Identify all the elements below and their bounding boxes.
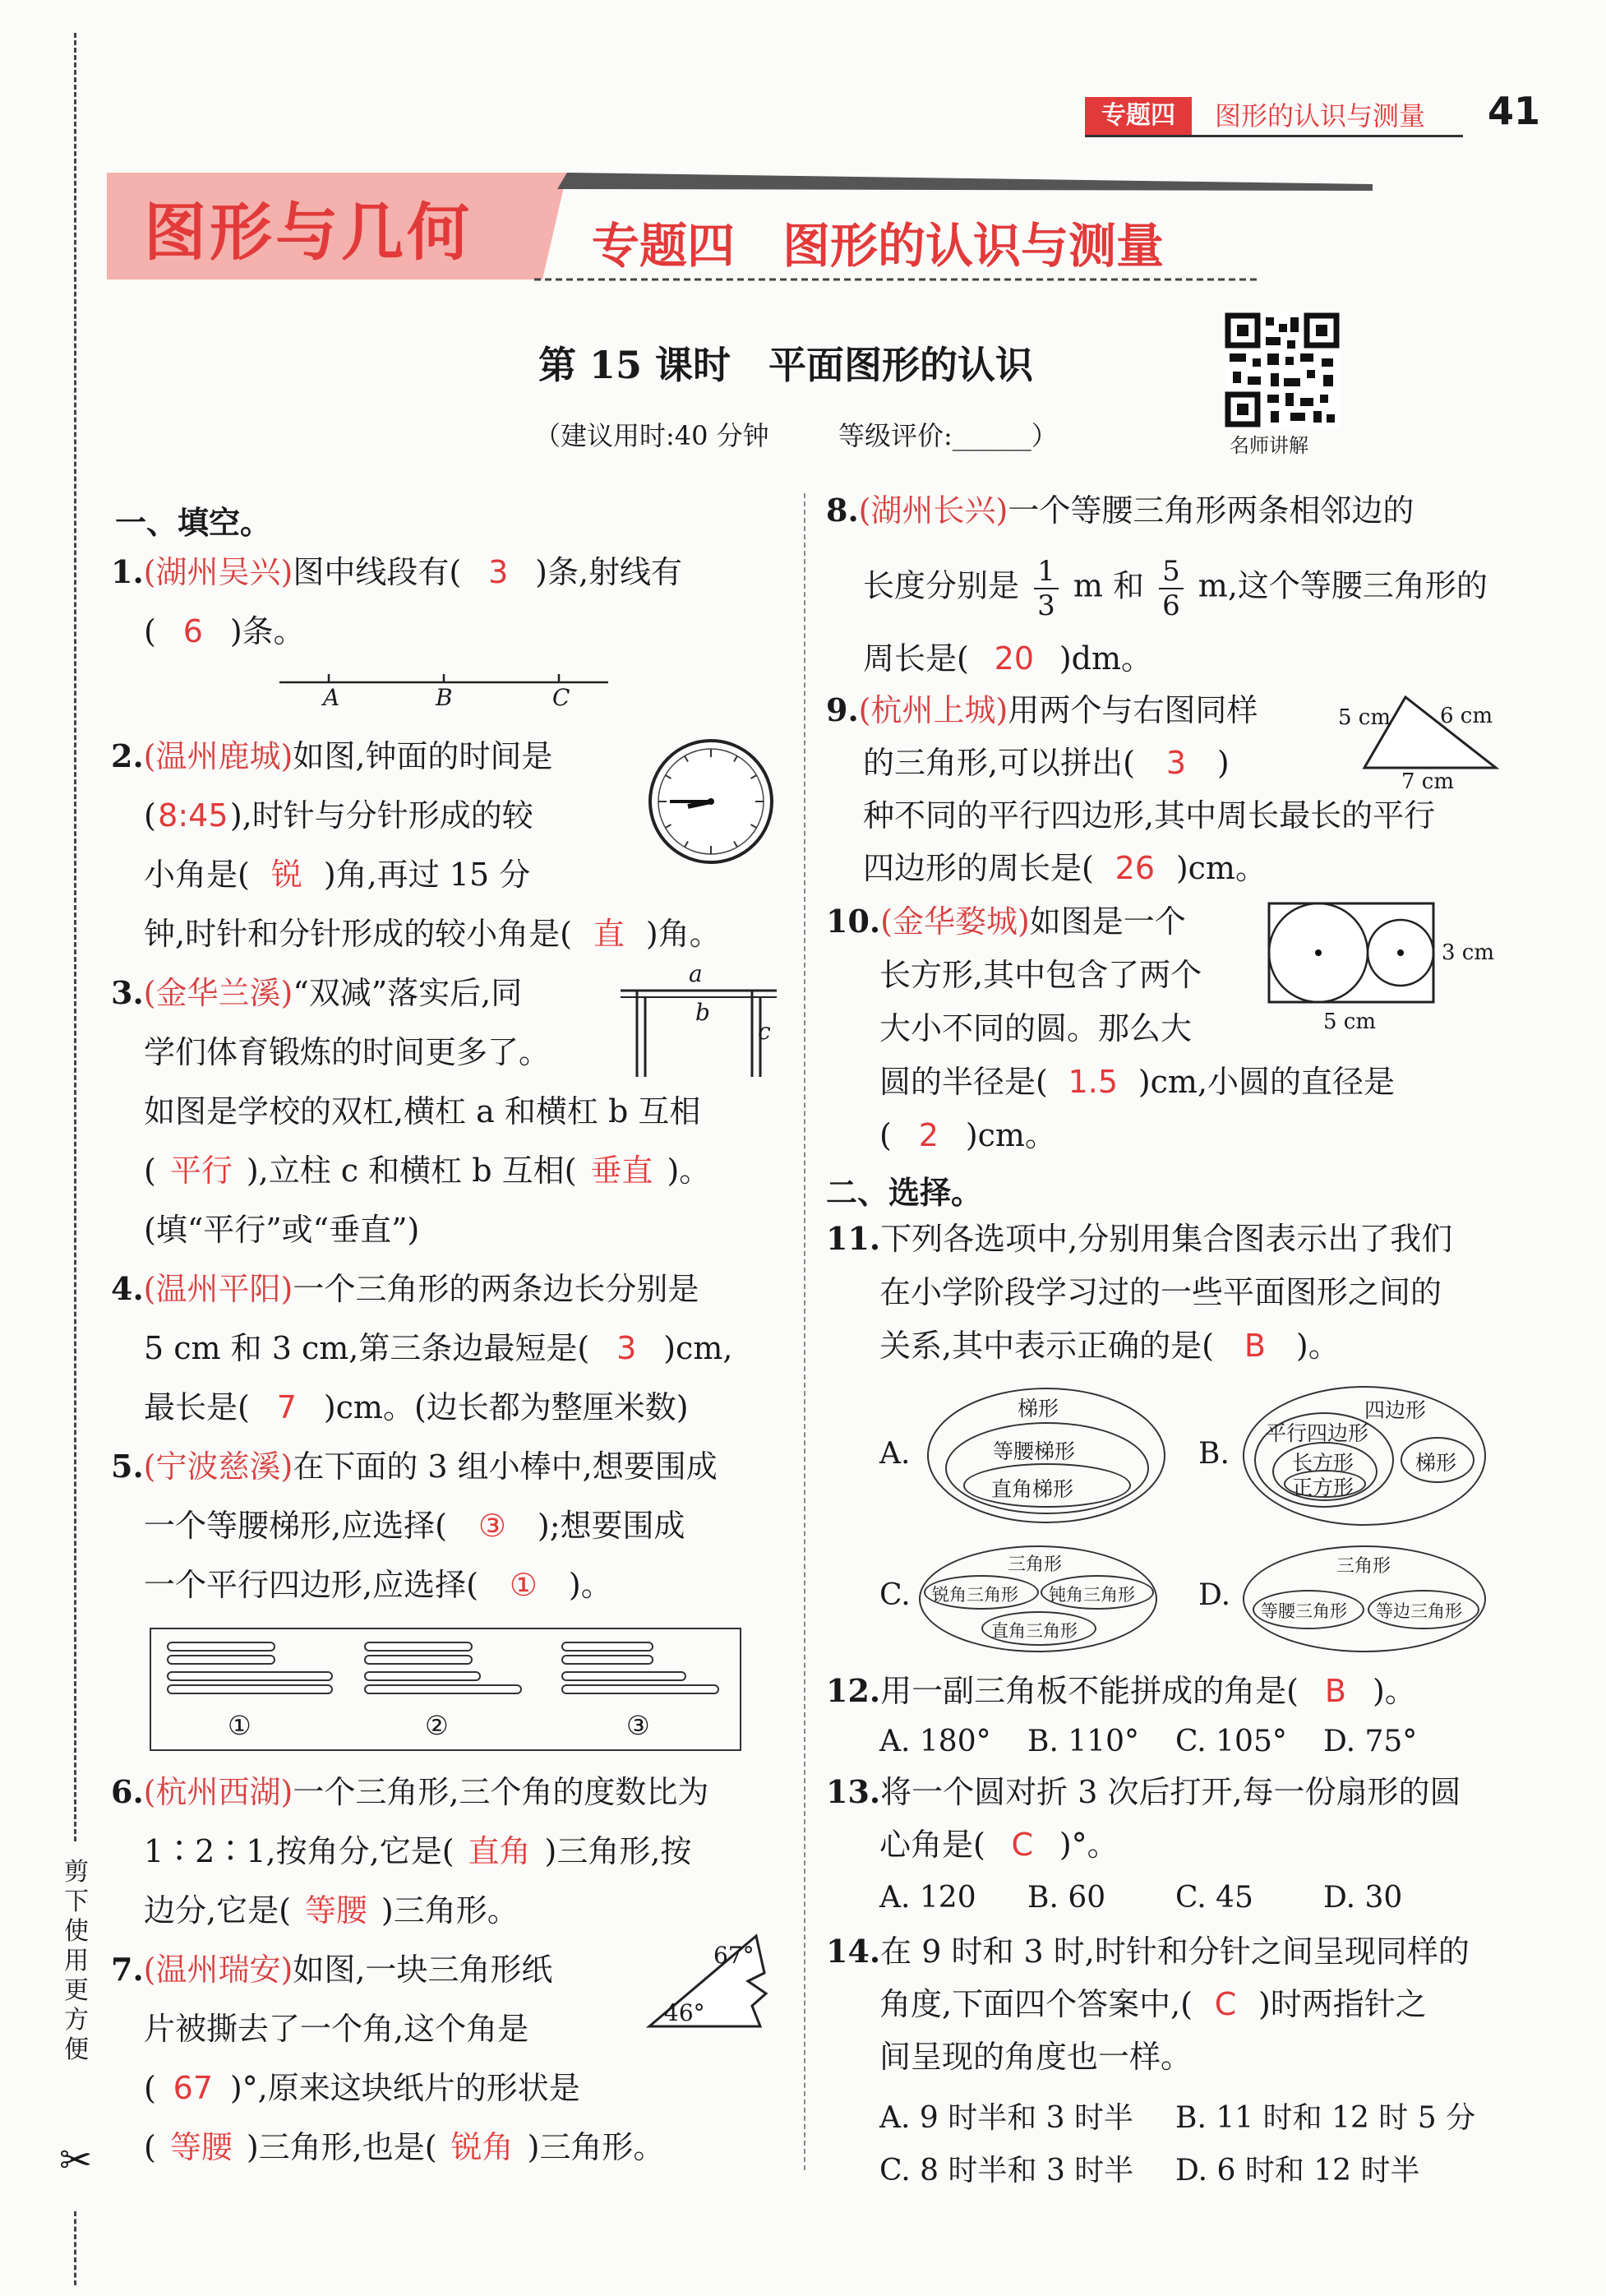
q11-line1: 11.下列各选项中,分别用集合图表示出了我们 <box>826 1220 1453 1257</box>
q11-b-para-label: 平行四边形 <box>1266 1421 1369 1445</box>
q13-option-a[interactable]: A. 120 <box>879 1881 976 1915</box>
q9-line1: 9.(杭州上城)用两个与右图同样 <box>826 691 1258 728</box>
q11-c-right-label: 直角三角形 <box>991 1621 1078 1641</box>
q5-line1: 5.(宁波慈溪)在下面的 3 组小棒中,想要围成 <box>111 1448 718 1485</box>
q12-line1: 12.用一副三角板不能拼成的角是( B )。 <box>826 1672 1416 1709</box>
q9-line4: 四边形的周长是( 26 )cm。 <box>863 850 1267 886</box>
q14-line2: 角度,下面四个答案中,( C )时两指针之 <box>879 1986 1427 2022</box>
q4-line1: 4.(温州平阳)一个三角形的两条边长分别是 <box>111 1270 699 1307</box>
q4-line3: 最长是( 7 )cm。(边长都为整厘米数) <box>144 1389 689 1425</box>
q11-option-b[interactable]: B. <box>1198 1437 1230 1471</box>
q10-line1: 10.(金华婺城)如图是一个 <box>826 903 1186 940</box>
q10-line2: 长方形,其中包含了两个 <box>879 957 1202 993</box>
q11-a-mid-label: 等腰梯形 <box>993 1439 1076 1463</box>
q11-c-outer-label: 三角形 <box>1008 1555 1063 1575</box>
q5-line2: 一个等腰梯形,应选择( ③ );想要围成 <box>144 1508 685 1544</box>
q12-option-d[interactable]: D. 75° <box>1323 1725 1418 1758</box>
q14-option-a[interactable]: A. 9 时半和 3 时半 <box>879 2101 1134 2135</box>
q3-line3: 如图是学校的双杠,横杠 a 和横杠 b 互相 <box>144 1093 701 1130</box>
q8-line2: 长度分别是 $\frac{1}{3}$ m 和 $\frac{5}{6}$ m,这个等腰三角形的 <box>863 555 1488 622</box>
q14-option-c[interactable]: C. 8 时半和 3 时半 <box>879 2154 1134 2187</box>
q14-option-b[interactable]: B. 11 时和 12 时 5 分 <box>1175 2101 1476 2135</box>
q10-height-label: 3 cm <box>1442 940 1495 965</box>
q1-line1: 1.(湖州吴兴)图中线段有( 3 )条,射线有 <box>111 553 683 590</box>
q7-line4: ( 等腰 )三角形,也是( 锐角 )三角形。 <box>144 2129 665 2165</box>
q1-point-c: C <box>552 684 570 711</box>
q5-group-1: ① <box>228 1710 252 1741</box>
qr-code[interactable] <box>1225 312 1340 427</box>
q7-line1: 7.(温州瑞安)如图,一块三角形纸 <box>111 1951 553 1988</box>
lesson-title: 第 15 课时 平面图形的认识 <box>538 343 1034 387</box>
q8-frac1-den: 3 <box>1037 589 1055 622</box>
header-rule <box>1085 135 1463 137</box>
q11-line2: 在小学阶段学习过的一些平面图形之间的 <box>879 1274 1442 1310</box>
q6-line1: 6.(杭州西湖)一个三角形,三个角的度数比为 <box>111 1773 709 1810</box>
q13-option-d[interactable]: D. 30 <box>1323 1881 1403 1915</box>
q2-line1: 2.(温州鹿城)如图,钟面的时间是 <box>111 737 553 774</box>
q10-rect-circles-figure <box>1266 900 1438 1007</box>
q12-option-b[interactable]: B. 110° <box>1027 1725 1140 1758</box>
q11-line3: 关系,其中表示正确的是( B )。 <box>879 1328 1340 1364</box>
q1-line2: ( 6 )条。 <box>144 613 305 649</box>
q13-option-b[interactable]: B. 60 <box>1027 1881 1106 1915</box>
q11-c-acute-label: 锐角三角形 <box>932 1585 1018 1605</box>
q5-group-2: ② <box>425 1710 449 1741</box>
qr-label: 名师讲解 <box>1230 434 1308 457</box>
q3-label-a: a <box>689 960 703 987</box>
q8-line1: 8.(湖州长兴)一个等腰三角形两条相邻边的 <box>826 492 1414 529</box>
column-divider <box>804 493 805 2170</box>
q3-line4: ( 平行 ),立柱 c 和横杠 b 互相( 垂直 )。 <box>144 1153 711 1189</box>
q1-point-a: A <box>323 684 340 711</box>
q8-frac1-num: 1 <box>1034 555 1059 589</box>
page-number: 41 <box>1488 89 1541 133</box>
q5-line3: 一个平行四边形,应选择( ① )。 <box>144 1567 612 1603</box>
q10-width-label: 5 cm <box>1323 1009 1377 1034</box>
q1-point-b: B <box>436 684 453 711</box>
q3-line1: 3.(金华兰溪)“双减”落实后,同 <box>111 974 523 1011</box>
q11-a-inner-label: 直角梯形 <box>991 1477 1074 1501</box>
q11-d-iso-label: 等腰三角形 <box>1261 1601 1347 1621</box>
q9-side-6cm: 6 cm <box>1440 704 1493 728</box>
section-choice-title: 二、选择。 <box>826 1175 983 1211</box>
q7-line2: 片被撕去了一个角,这个角是 <box>144 2011 529 2047</box>
q10-line4: 圆的半径是( 1.5 )cm,小圆的直径是 <box>879 1064 1396 1100</box>
q9-side-7cm: 7 cm <box>1401 769 1455 794</box>
grade-eval: 等级评价:______） <box>838 420 1058 451</box>
q13-option-c[interactable]: C. 45 <box>1175 1881 1253 1915</box>
q2-line4: 钟,时针和分针形成的较小角是( 直 )角。 <box>144 916 721 952</box>
q8-frac2-den: 6 <box>1162 589 1180 622</box>
q11-b-square-label: 正方形 <box>1292 1476 1354 1499</box>
scissors-icon: ✂ <box>59 2137 93 2183</box>
q11-option-d[interactable]: D. <box>1198 1578 1231 1612</box>
q11-c-obtuse-label: 钝角三角形 <box>1049 1585 1135 1605</box>
q12-option-a[interactable]: A. 180° <box>879 1725 991 1758</box>
q9-side-5cm: 5 cm <box>1338 705 1391 730</box>
cut-line-bottom <box>74 2211 76 2285</box>
section-fill-title: 一、填空。 <box>115 505 272 541</box>
q3-line2: 学们体育锻炼的时间更多了。 <box>144 1034 551 1070</box>
q3-label-b: b <box>695 999 710 1026</box>
q2-line2: (8:45),时针与分针形成的较 <box>144 797 533 834</box>
q2-line3: 小角是( 锐 )角,再过 15 分 <box>144 857 531 893</box>
time-hint: （建议用时:40 分钟 <box>534 420 769 451</box>
q4-line2: 5 cm 和 3 cm,第三条边最短是( 3 )cm, <box>144 1330 733 1366</box>
cut-hint: 剪下使用更方便 <box>64 1858 89 2064</box>
q11-b-trap-label: 梯形 <box>1415 1451 1457 1475</box>
cut-line-top <box>74 33 76 1841</box>
q10-line5: ( 2 )cm。 <box>879 1117 1056 1153</box>
banner-left-title: 图形与几何 <box>144 196 473 269</box>
q14-option-d[interactable]: D. 6 时和 12 时半 <box>1175 2154 1420 2187</box>
q6-line2: 1∶2∶1,按角分,它是( 直角 )三角形,按 <box>144 1833 692 1869</box>
q3-line5: (填“平行”或“垂直”) <box>144 1212 420 1248</box>
q7-angle-67: 67° <box>713 1942 755 1969</box>
q11-option-a[interactable]: A. <box>879 1437 911 1471</box>
q3-label-c: c <box>758 1018 771 1045</box>
topic-title: 图形的认识与测量 <box>1215 100 1426 132</box>
q7-angle-46: 46° <box>664 1999 705 2026</box>
q5-group-3: ③ <box>626 1710 650 1741</box>
q10-line3: 大小不同的圆。那么大 <box>879 1010 1193 1046</box>
q2-clock-figure <box>645 736 777 867</box>
topic-tag: 专题四 <box>1085 97 1192 135</box>
q8-line3: 周长是( 20 )dm。 <box>863 640 1153 677</box>
q11-a-outer-label: 梯形 <box>1018 1397 1059 1421</box>
q7-line3: ( 67 )°,原来这块纸片的形状是 <box>144 2070 580 2106</box>
banner-right-title: 专题四 图形的认识与测量 <box>592 218 1165 274</box>
q11-b-rect-label: 长方形 <box>1292 1451 1354 1475</box>
q8-frac2-num: 5 <box>1159 555 1184 589</box>
q14-line1: 14.在 9 时和 3 时,时针和分针之间呈现同样的 <box>826 1933 1470 1970</box>
q12-option-c[interactable]: C. 105° <box>1175 1725 1287 1758</box>
q13-line2: 心角是( C )°。 <box>879 1827 1119 1863</box>
q11-option-c[interactable]: C. <box>879 1578 911 1612</box>
q9-line3: 种不同的平行四边形,其中周长最长的平行 <box>863 797 1436 834</box>
q11-d-outer-label: 三角形 <box>1336 1556 1391 1577</box>
q11-b-outer-label: 四边形 <box>1364 1398 1427 1422</box>
q9-line2: 的三角形,可以拼出( 3 ) <box>863 745 1230 781</box>
q6-line3: 边分,它是( 等腰 )三角形。 <box>144 1892 519 1929</box>
q7-torn-triangle-figure <box>641 1928 781 2035</box>
q11-d-equi-label: 等边三角形 <box>1376 1601 1462 1621</box>
q14-line3: 间呈现的角度也一样。 <box>879 2039 1193 2075</box>
q13-line1: 13.将一个圆对折 3 次后打开,每一份扇形的圆 <box>826 1773 1461 1810</box>
